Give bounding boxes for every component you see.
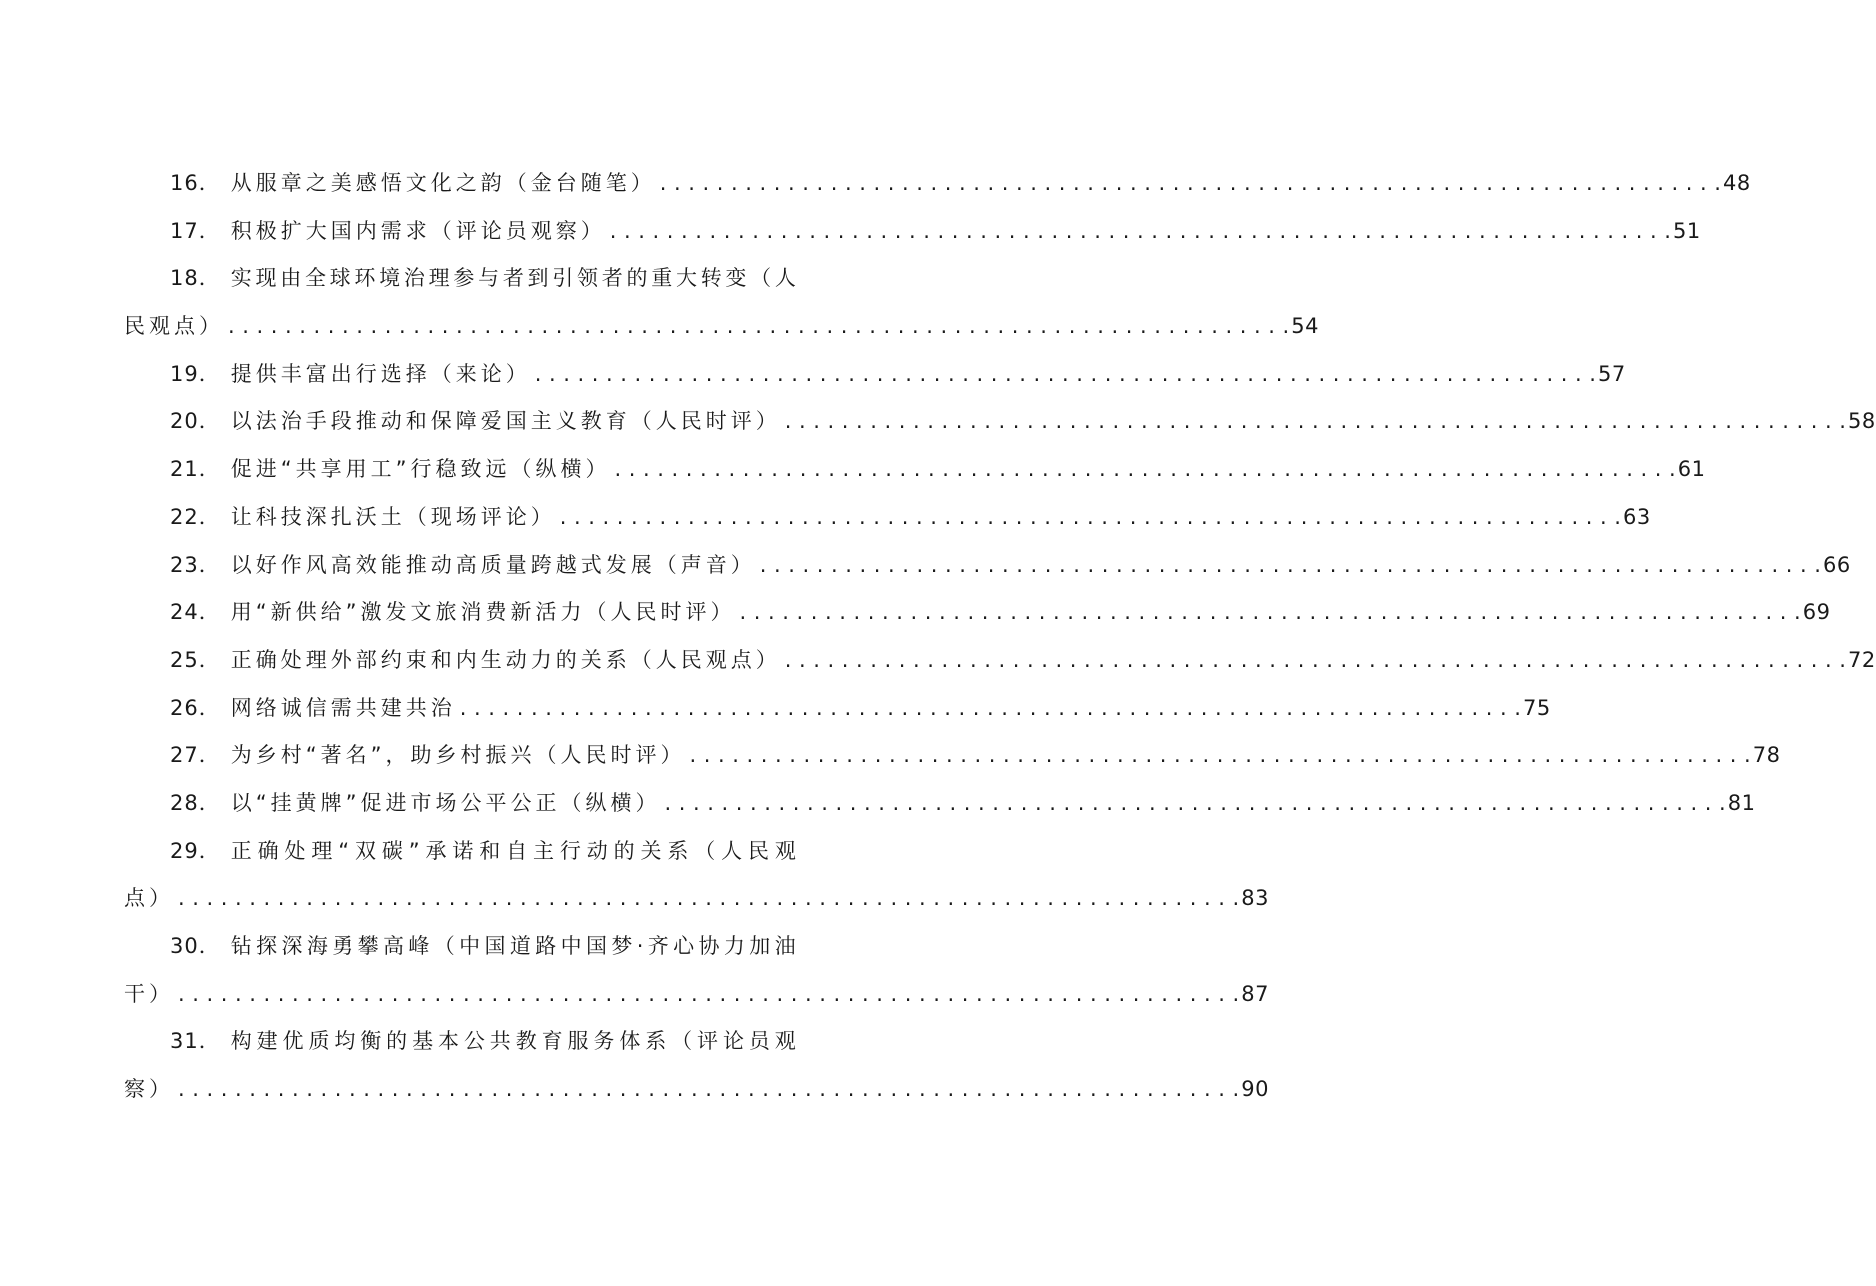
toc-entry[interactable]	[124, 208, 1701, 256]
entry-number: 29．	[170, 838, 221, 863]
entry-number: 17．	[170, 218, 221, 243]
page-number: 48	[1722, 171, 1751, 195]
entry-number: 19．	[170, 361, 221, 386]
entry-title: 以“挂黄牌”促进市场公平公正（纵横）	[230, 790, 661, 815]
entry-title: 网络诚信需共建共治	[230, 695, 456, 720]
toc-entry[interactable]	[124, 637, 1876, 685]
page-number: 63	[1622, 504, 1651, 529]
entry-number: 26．	[170, 695, 221, 720]
table-of-contents	[124, 160, 1876, 1114]
dot-leader	[781, 398, 1846, 446]
entry-title-continuation: 点）	[124, 886, 174, 911]
entry-title: 构 建 优 质 均 衡 的 基 本 公 共 教 育 服 务 体 系 （ 评 论 员 观	[230, 1029, 796, 1054]
entry-title: 正 确 处 理 “ 双 碳 ” 承 诺 和 自 主 行 动 的 关 系 （ 人 民 观	[230, 838, 796, 863]
dot-leader	[174, 971, 1239, 1019]
toc-entry-continuation[interactable]	[124, 1066, 1269, 1114]
dot-leader	[174, 875, 1239, 923]
entry-title-continuation: 干）	[124, 981, 174, 1006]
toc-entry-continuation[interactable]	[124, 971, 1269, 1019]
dot-leader	[556, 494, 1621, 542]
entry-title: 为乡村“著名”，助乡村振兴（人民时评）	[230, 743, 686, 768]
page-number: 90	[1241, 1077, 1269, 1102]
toc-entry[interactable]	[124, 255, 796, 303]
dot-leader	[531, 351, 1596, 399]
dot-leader	[611, 446, 1676, 494]
page-number: 58	[1847, 409, 1876, 434]
page-number: 81	[1727, 790, 1756, 815]
entry-number: 23．	[170, 552, 221, 577]
entry-title: 以法治手段推动和保障爱国主义教育（人民时评）	[230, 409, 781, 434]
entry-title: 以好作风高效能推动高质量跨越式发展（声音）	[230, 552, 756, 577]
page-number: 87	[1241, 981, 1269, 1006]
entry-number: 28．	[170, 790, 221, 815]
toc-entry[interactable]	[124, 589, 1831, 637]
page-number: 61	[1677, 457, 1706, 482]
dot-leader	[781, 637, 1846, 685]
page-number: 75	[1522, 695, 1551, 720]
entry-title-continuation: 察）	[124, 1077, 174, 1102]
page-number: 54	[1291, 314, 1319, 339]
entry-number: 30．	[170, 934, 221, 958]
entry-number: 31．	[170, 1029, 221, 1054]
entry-title: 用“新供给”激发文旅消费新活力（人民时评）	[230, 600, 736, 625]
entry-title: 促进“共享用工”行稳致远（纵横）	[230, 457, 611, 482]
dot-leader	[736, 589, 1801, 637]
dot-leader	[686, 732, 1751, 780]
page-number: 72	[1847, 647, 1876, 672]
toc-entry[interactable]	[124, 494, 1651, 542]
entry-number: 22．	[170, 504, 221, 529]
entry-number: 24．	[170, 600, 221, 625]
entry-title: 从服章之美感悟文化之韵（金台随笔）	[230, 171, 656, 195]
entry-number: 18．	[170, 266, 221, 291]
entry-title: 积极扩大国内需求（评论员观察）	[230, 218, 606, 243]
entry-title: 实 现 由 全 球 环 境 治 理 参 与 者 到 引 领 者 的 重 大 转 变 （ 人	[230, 266, 796, 291]
entry-number: 25．	[170, 647, 221, 672]
toc-entry[interactable]	[124, 923, 796, 971]
toc-entry[interactable]	[124, 351, 1626, 399]
toc-entry[interactable]	[124, 160, 1751, 208]
page-number: 83	[1241, 886, 1269, 911]
page-number: 57	[1597, 361, 1626, 386]
toc-entry[interactable]	[124, 732, 1781, 780]
dot-leader	[456, 685, 1521, 733]
entry-title-continuation: 民观点）	[124, 314, 224, 339]
entry-title: 让科技深扎沃土（现场评论）	[230, 504, 556, 529]
toc-entry[interactable]	[124, 446, 1706, 494]
dot-leader	[656, 160, 1721, 208]
toc-entry[interactable]	[124, 780, 1756, 828]
toc-entry[interactable]	[124, 1018, 796, 1066]
toc-entry-continuation[interactable]	[124, 875, 1269, 923]
toc-entry[interactable]	[124, 828, 796, 876]
entry-title: 提供丰富出行选择（来论）	[230, 361, 531, 386]
toc-entry[interactable]	[124, 542, 1851, 590]
toc-entry-continuation[interactable]	[124, 303, 1319, 351]
entry-number: 16．	[170, 171, 221, 195]
page-number: 66	[1822, 552, 1851, 577]
toc-entry[interactable]	[124, 398, 1876, 446]
dot-leader	[174, 1066, 1239, 1114]
entry-number: 20．	[170, 409, 221, 434]
dot-leader	[661, 780, 1726, 828]
toc-entry[interactable]	[124, 685, 1551, 733]
entry-number: 27．	[170, 743, 221, 768]
entry-title: 钻 探 深 海 勇 攀 高 峰 （ 中 国 道 路 中 国 梦 · 齐 心 协 力 加 油	[230, 934, 796, 958]
dot-leader	[606, 208, 1671, 256]
entry-title: 正确处理外部约束和内生动力的关系（人民观点）	[230, 647, 781, 672]
page-number: 69	[1802, 600, 1831, 625]
dot-leader	[756, 542, 1821, 590]
entry-number: 21．	[170, 457, 221, 482]
page-number: 51	[1672, 218, 1701, 243]
dot-leader	[224, 303, 1289, 351]
page-number: 78	[1752, 743, 1781, 768]
